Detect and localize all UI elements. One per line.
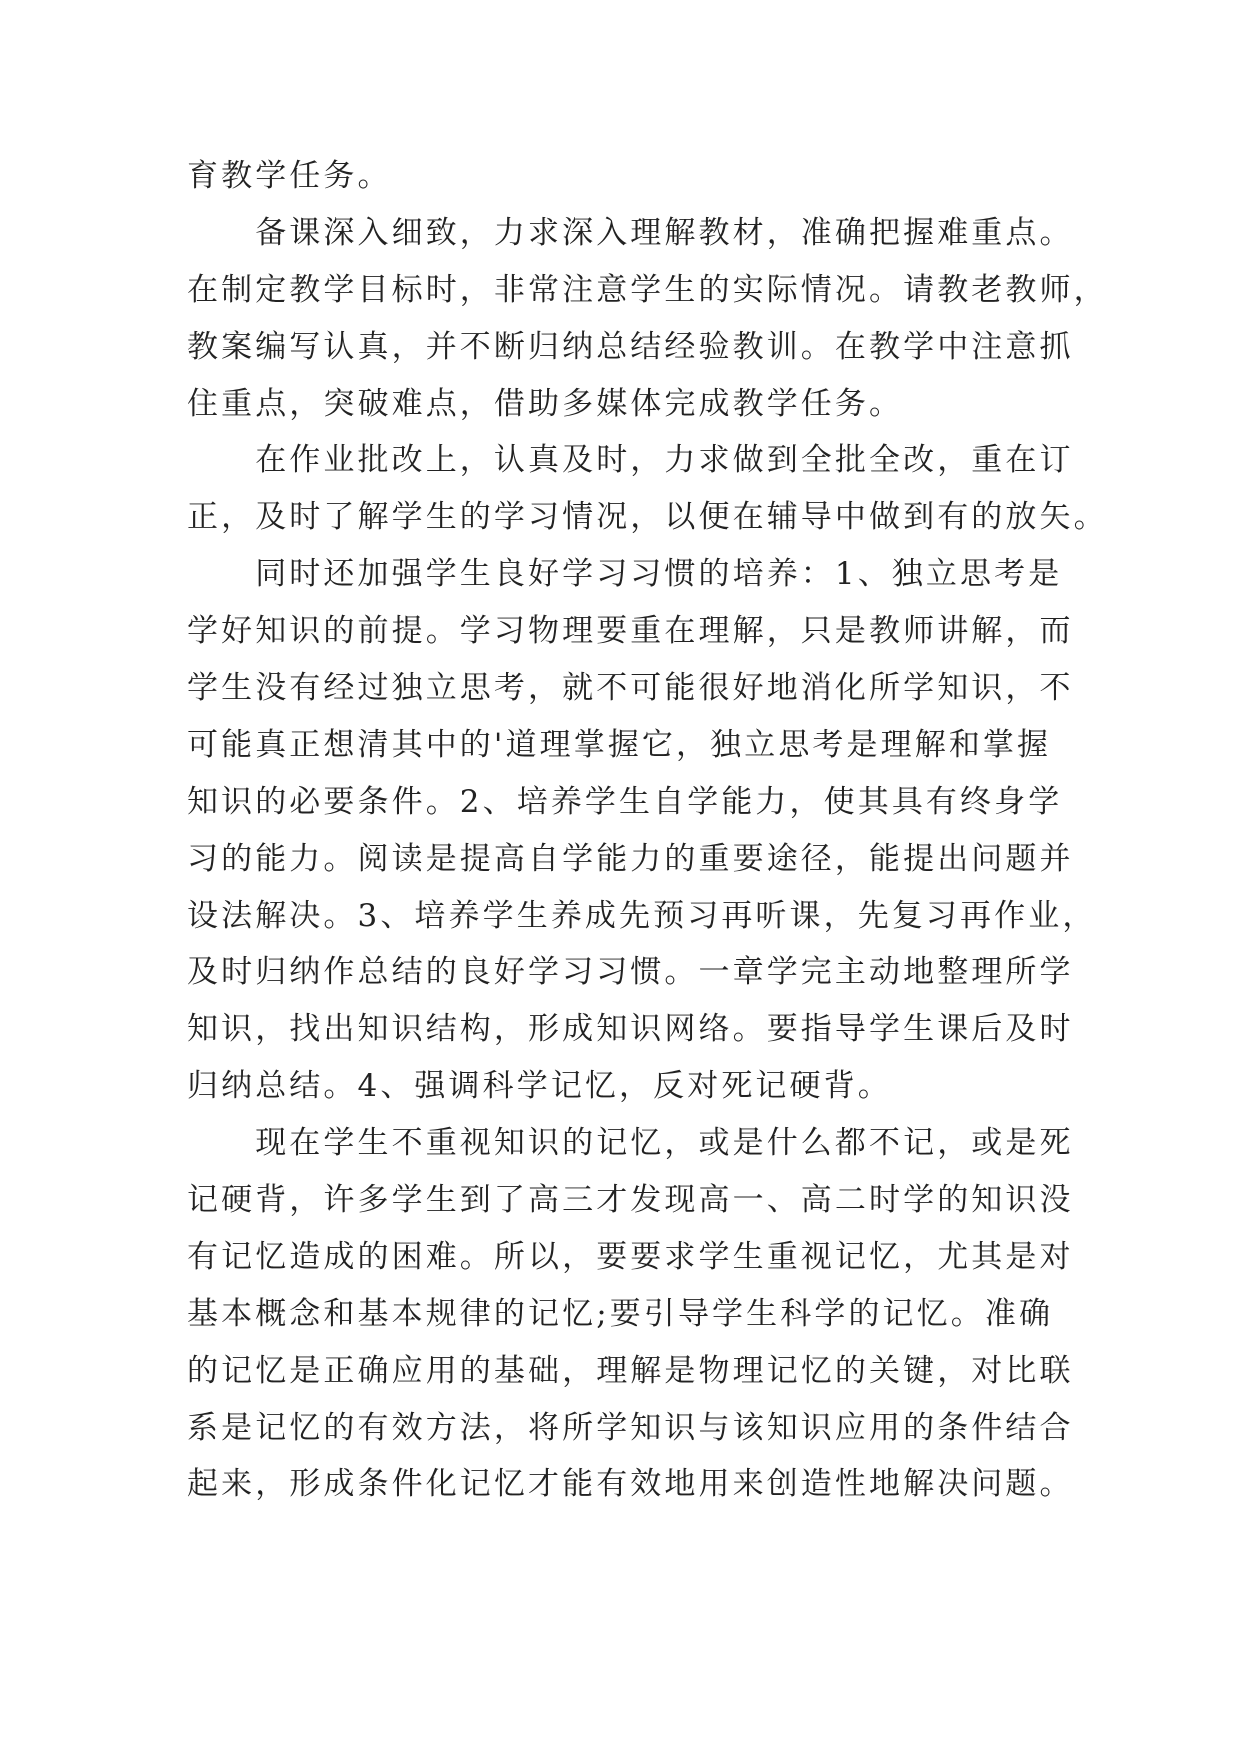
text-line: 归纳总结。4、强调科学记忆，反对死记硬背。 bbox=[187, 1068, 892, 1105]
text-line: 知识的必要条件。2、培养学生自学能力，使其具有终身学 bbox=[187, 783, 1063, 820]
text-line: 系是记忆的有效方法，将所学知识与该知识应用的条件结合 bbox=[187, 1409, 1074, 1446]
text-line: 可能真正想清其中的'道理掌握它，独立思考是理解和掌握 bbox=[187, 726, 1052, 763]
text-line: 同时还加强学生良好学习习惯的培养：1、独立思考是 bbox=[187, 556, 1063, 593]
body-text bbox=[187, 148, 1108, 1513]
text-line: 备课深入细致，力求深入理解教材，准确把握难重点。 bbox=[187, 214, 1074, 251]
text-line: 学好知识的前提。学习物理要重在理解，只是教师讲解，而 bbox=[187, 613, 1074, 650]
text-line: 基本概念和基本规律的记忆;要引导学生科学的记忆。准确 bbox=[187, 1295, 1054, 1332]
text-line: 在作业批改上，认真及时，力求做到全批全改，重在订 bbox=[187, 442, 1074, 479]
text-line: 设法解决。3、培养学生养成先预习再听课，先复习再作业， bbox=[187, 897, 1097, 934]
text-line: 在制定教学目标时，非常注意学生的实际情况。请教老教师， bbox=[187, 271, 1108, 308]
text-line: 的记忆是正确应用的基础，理解是物理记忆的关键，对比联 bbox=[187, 1352, 1074, 1389]
text-line: 育教学任务。 bbox=[187, 158, 392, 194]
text-line: 习的能力。阅读是提高自学能力的重要途径，能提出问题并 bbox=[187, 840, 1074, 877]
text-line: 教案编写认真，并不断归纳总结经验教训。在教学中注意抓 bbox=[187, 328, 1074, 365]
text-line: 起来，形成条件化记忆才能有效地用来创造性地解决问题。 bbox=[187, 1466, 1074, 1503]
text-line: 正，及时了解学生的学习情况，以便在辅导中做到有的放矢。 bbox=[187, 499, 1108, 536]
text-line: 记硬背，许多学生到了高三才发现高一、高二时学的知识没 bbox=[187, 1182, 1074, 1219]
text-line: 现在学生不重视知识的记忆，或是什么都不记，或是死 bbox=[187, 1125, 1074, 1162]
text-line: 知识，找出知识结构，形成知识网络。要指导学生课后及时 bbox=[187, 1011, 1074, 1048]
text-line: 住重点，突破难点，借助多媒体完成教学任务。 bbox=[187, 385, 904, 422]
text-line: 及时归纳作总结的良好学习习惯。一章学完主动地整理所学 bbox=[187, 954, 1074, 991]
text-line: 学生没有经过独立思考，就不可能很好地消化所学知识，不 bbox=[187, 670, 1074, 707]
text-line: 有记忆造成的困难。所以，要要求学生重视记忆，尤其是对 bbox=[187, 1238, 1074, 1275]
